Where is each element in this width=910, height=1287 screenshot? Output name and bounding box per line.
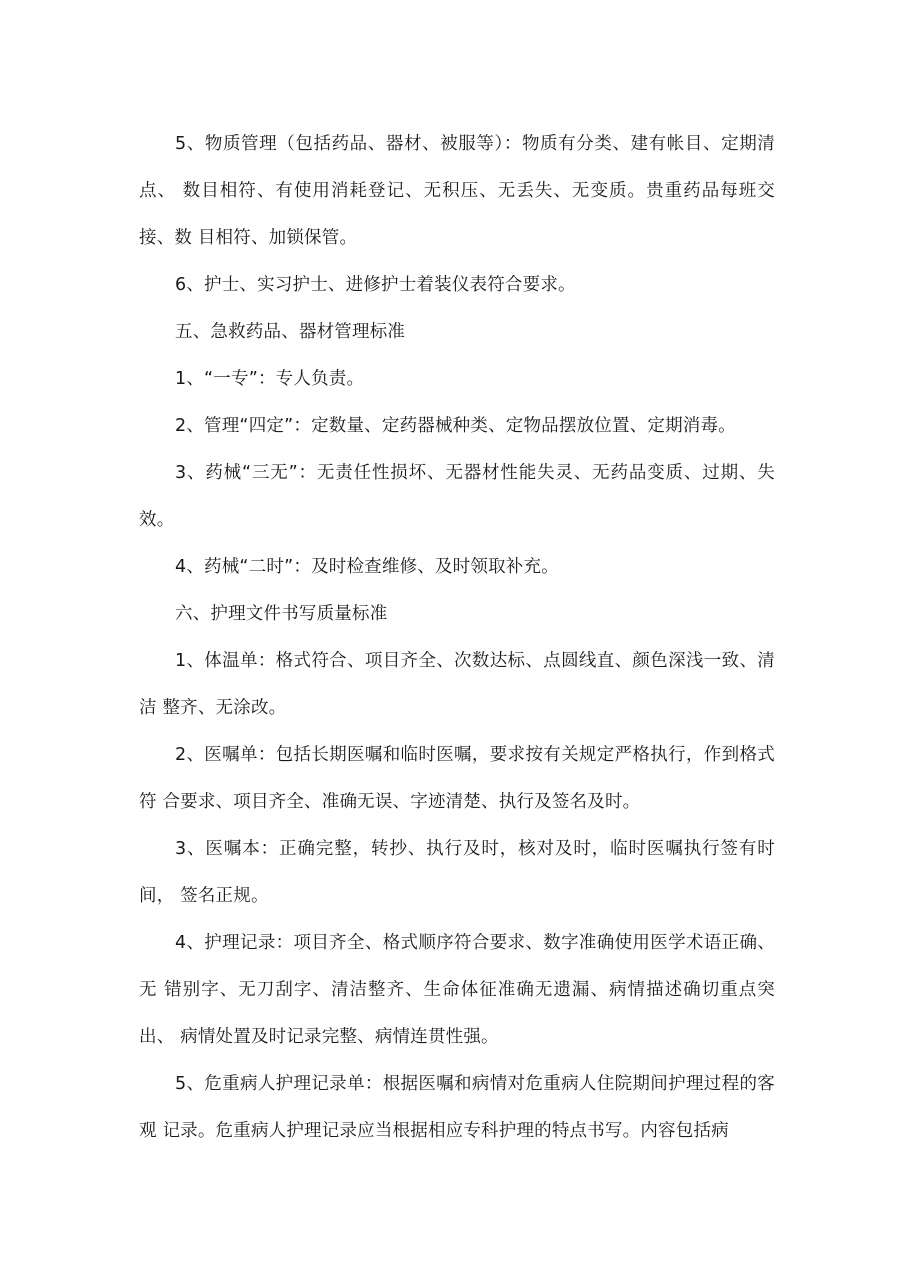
paragraph-nurse-attire: 6、护士、实习护士、进修护士着装仪表符合要求。 [175,275,576,295]
paragraph-one-dedicated: 1、“一专”：专人负责。 [175,369,365,389]
paragraph-two-timely: 4、药械“二时”：及时检查维修、及时领取补充。 [175,557,559,577]
section-heading-emergency-drugs: 五、急救药品、器材管理标准 [175,322,406,342]
section-heading-nursing-documents: 六、护理文件书写质量标准 [175,604,388,624]
document-body [139,121,775,1155]
paragraph-nursing-record: 4、护理记录：项目齐全、格式顺序符合要求、数字准确使用医学术语正确、无 错别字、无刀刮字、清洁整齐、生命体征准确无遗漏、病情描述确切重点突出、 病情处置及时记录完整、病情连贯性强。 [139,933,775,1047]
paragraph-order-sheet: 2、医嘱单：包括长期医嘱和临时医嘱，要求按有关规定严格执行，作到格式符 合要求、项目齐全、准确无误、字迹清楚、执行及签名及时。 [139,745,775,812]
paragraph-three-none: 3、药械“三无”：无责任性损坏、无器材性能失灵、无药品变质、过期、失效。 [139,463,775,530]
paragraph-four-fixed: 2、管理“四定”：定数量、定药器械种类、定物品摆放位置、定期消毒。 [175,416,736,436]
paragraph-temperature-chart: 1、体温单：格式符合、项目齐全、次数达标、点圆线直、颜色深浅一致、清洁 整齐、无涂改。 [139,651,775,718]
paragraph-order-book: 3、医嘱本：正确完整，转抄、执行及时，核对及时，临时医嘱执行签有时间， 签名正规。 [139,839,775,906]
paragraph-critical-care-record: 5、危重病人护理记录单：根据医嘱和病情对危重病人住院期间护理过程的客观 记录。危重病人护理记录应当根据相应专科护理的特点书写。内容包括病 [139,1074,775,1141]
paragraph-material-management: 5、物质管理（包括药品、器材、被服等）：物质有分类、建有帐目、定期清点、 数目相符、有使用消耗登记、无积压、无丢失、无变质。贵重药品每班交接、数 目相符、加锁保管。 [139,134,775,248]
